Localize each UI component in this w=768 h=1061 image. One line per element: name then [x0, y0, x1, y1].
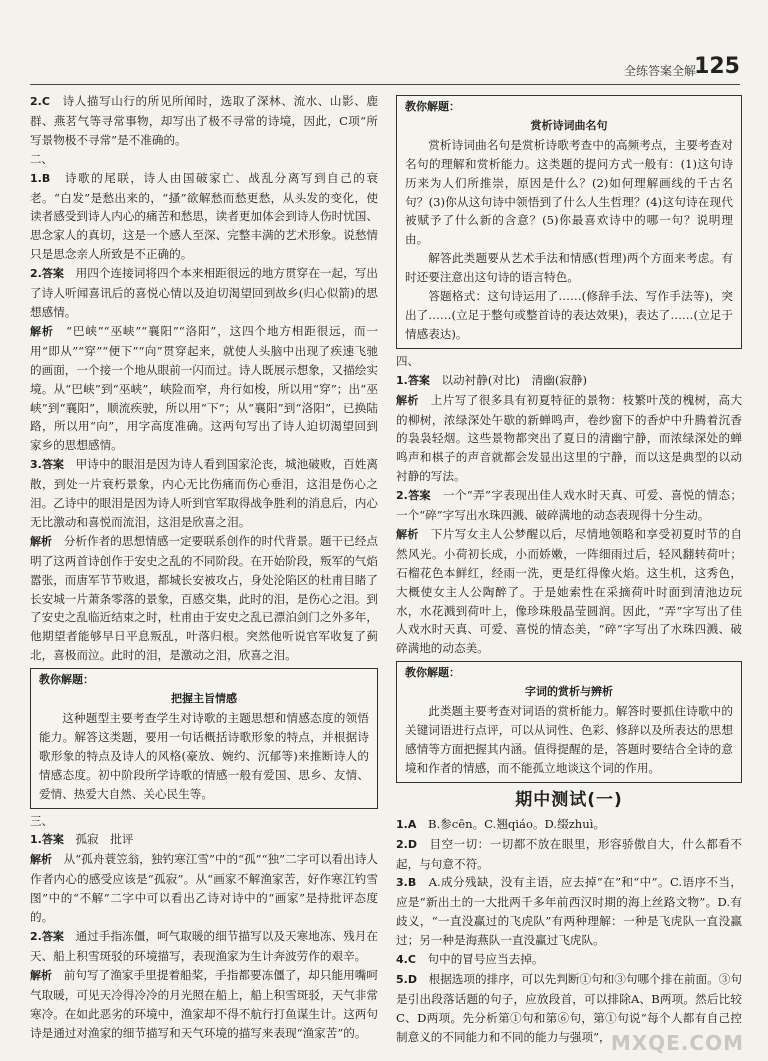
item-label: 解析 — [396, 527, 419, 541]
item-label: 5.D — [396, 972, 417, 986]
explanation-item — [30, 532, 378, 665]
item-label: 解析 — [396, 393, 419, 407]
item-label: 1.B — [30, 171, 51, 185]
item-label: 解析 — [30, 324, 54, 338]
item-label: 2.C — [30, 95, 50, 108]
item-text: “巴峡”“巫峡”“襄阳”“洛阳”，这四个地方相距很远，而一用“即从”“穿”“便下”“向”贯穿起来，就使人头脑中出现了疾速飞驰的画面，一个接一个地从眼前一闪而过。诗人既展示想象，又描绘实境。从“巴峡”到“巫峡”，峡险而窄，舟行如梭，所以用“穿”；出“巫峡”到“襄阳”，顺流疾驶，所以用“下”；从“襄阳”到“洛阳”，已换陆路，所以用“向”，用字高度准确。这两句写出了诗人迫切渴望回到家乡的思想感情。 — [30, 323, 378, 453]
tip-box-heading: 把握主旨情感 — [171, 692, 237, 706]
answer-item — [396, 950, 742, 970]
right-column — [396, 92, 742, 1047]
item-text: 下片写女主人公梦醒以后，尽情地领略和享受初夏时节的自然风光。小荷初长成，小而娇嫩，一阵细雨过后，轻风翻转荷叶；石榴花色本鲜红，经雨一洗，更是红得像火焰。这生机，这秀色，大概使女主人公陶醉了。于是她索性在采摘荷叶时面到清池边玩水，水花溅到荷叶上，像珍珠般晶莹圆润。因此，“弄”字写出了佳人戏水时天真、可爱、喜悦的情态美，“碎”字写出了水珠四溅、破碎满地的动态美。 — [396, 526, 742, 656]
item-label: 2.D — [396, 837, 417, 851]
item-label: 2.答案 — [396, 489, 431, 503]
exam-title: 期中测试(一) — [515, 789, 623, 810]
answer-item — [396, 835, 742, 874]
item-label: 3.B — [396, 876, 417, 890]
tip-box-text: 此类题主要考查对词语的赏析能力。解答时要抓住诗歌中的关键词语进行点评，可以从词性、色彩、修辞以及所表达的思想感情等方面把握其内涵。值得提醒的是，答题时要结合全诗的意境和作者的情感，而不能孤立地谈这个词的作用。 — [405, 704, 733, 775]
explanation-item — [30, 850, 378, 927]
answer-item — [30, 169, 378, 265]
tip-box-text: 赏析诗词曲名句是赏析诗歌考查中的高频考点，主要考查对名句的理解和赏析能力。这类题的提问方式一般有：(1)这句诗历来为人们所推崇，原因是什么？(2)如何理解画线的千古名句？(3)你从这句诗中领悟到了什么人生哲理？(4)这句诗在现代被赋予了什么新的含意？(5)你最喜欢诗中的哪一句？说明理由。 — [405, 137, 733, 247]
section-heading: 二、 — [30, 151, 53, 166]
tip-box-label: 教你解题： — [405, 666, 460, 680]
item-text: 根据选项的排序，可以先判断①句和③句哪个排在前面。③句是引出段落话题的句子，应放段首，可以排除A、B两项。然后比较C、D两项。先分析第①句和第⑥句，第①句说“每个人都有自己控制意义的不同能力和不同的能力与强项”， — [396, 971, 742, 1044]
item-text: 句中的冒号应当去掉。 — [427, 952, 544, 967]
item-label: 1.答案 — [30, 833, 64, 847]
tip-box — [30, 668, 378, 808]
page-number: 125 — [694, 54, 740, 79]
item-text: 以动衬静(对比) 清幽(寂静) — [441, 372, 588, 387]
item-text: 通过手指冻僵，呵气取暖的细节描写以及天寒地冻、残月在天、船上积雪斑驳的环境描写，表现渔家为生计奔波劳作的艰辛。 — [30, 928, 378, 963]
header-divider — [30, 84, 740, 85]
answer-item — [30, 830, 378, 850]
tip-box-heading: 字词的赏析与辨析 — [525, 685, 613, 699]
item-label: 2.答案 — [30, 267, 64, 281]
section-heading: 四、 — [396, 353, 419, 368]
item-text: A.成分残缺，没有主语，应去掉“在”和“中”。C.语序不当，应是“新出土的一大批两千多年前西汉时期的海上丝路文物”。D.有歧义，“一直没赢过的飞虎队”有两种理解：一种是飞虎队一直没赢过；另一种是海燕队一直没赢过飞虎队。 — [396, 875, 742, 948]
tip-box-text: 这种题型主要考查学生对诗歌的主题思想和情感态度的领悟能力。解答这类题，要用一句话概括诗歌形象的特点，并根据诗歌形象的特点及诗人的风格(豪放、婉约、沉郁等)来推断诗人的情感态度。初中阶段所学诗歌的情感一般有爱国、思乡、友情、爱情、热爱大自然、关心民生等。 — [39, 711, 369, 801]
item-text: B.参cēn。C.翘qiáo。D.缀zhuì。 — [427, 816, 606, 831]
explanation-item — [30, 966, 378, 1043]
watermark: MXQE.COM — [610, 1031, 744, 1055]
item-label: 1.A — [396, 817, 417, 831]
item-text: 前句写了渔家手里提着船桨，手指都要冻僵了，却只能用嘴呵气取暖，可见天冷得冷冷的月光照在船上，船上积雪斑驳，天气非常寒冷。在如此恶劣的环境中，渔家却不得不航行打鱼谋生计。这两句诗是通过对渔家的细节描写和天气环境的描写来表现“渔家苦”的。 — [30, 967, 378, 1040]
item-label: 1.答案 — [396, 373, 430, 387]
explanation-item — [396, 391, 742, 487]
answer-item — [30, 927, 378, 966]
explanation-item — [30, 322, 378, 455]
explanation-item — [396, 525, 742, 658]
section-heading: 三、 — [30, 813, 53, 828]
header-title: 全练答案全解 — [623, 64, 696, 78]
answer-item — [396, 873, 742, 950]
item-label: 4.C — [396, 953, 416, 967]
tip-box — [396, 95, 742, 349]
item-label: 2.答案 — [30, 929, 64, 943]
item-text: 分析作者的思想情感一定要联系创作的时代背景。题干已经点明了这两首诗创作于安史之乱的不同阶段。在开始阶段，叛军的气焰嚣张，而唐军节节败退，都城长安被攻占，身处沦陷区的杜甫目睹了长安城一片萧条零落的景象，百感交集，此时的泪，是伤心之泪。到了安史之乱临近结束之时，杜甫由于安史之乱已漂泊剑门之外多年，他期望者能够早日平息叛乱，叶落归根。突然他听说官军收复了蓟北，喜极而泣。此时的泪，是激动之泪，欣喜之泪。 — [30, 533, 378, 663]
answer-item — [396, 371, 742, 391]
item-text: 孤寂 批评 — [75, 832, 134, 847]
page-header — [0, 0, 768, 86]
tip-box-heading: 赏析诗词曲名句 — [530, 118, 608, 132]
answer-item — [30, 264, 378, 322]
item-text: 诗歌的尾联，诗人由国破家亡、战乱分离写到自己的衰老。“白发”是愁出来的，“搔”欲解愁而愁更愁，从头发的变化，使读者感受到诗人内心的痛苦和愁思，读者更加体会到诗人伤时忧国、思念家人的真切，这是一个感人至深、完整丰满的艺术形象。说愁情只是思念亲人所致是不正确的。 — [30, 170, 378, 262]
item-text: 诗人描写山行的所见所闻时，选取了深林、流水、山影、鹿群、燕茗气等寻常事物，却写出了极不寻常的诗境，因此，C项“所写景物极不寻常”是不准确的。 — [30, 94, 378, 147]
item-text: 甲诗中的眼泪是因为诗人看到国家沦丧，城池破败，百姓离散，到处一片衰朽景象，内心无比伤痛而伤心垂泪，这泪是伤心之泪。乙诗中的眼泪是因为诗人听到官军取得战争胜利的消息后，内心无比激动和喜悦而流泪，这泪是欣喜之泪。 — [30, 457, 378, 529]
item-text: 目空一切：一切都不放在眼里，形容骄傲自大，什么都看不起，与句意不符。 — [396, 836, 742, 871]
answer-item — [396, 815, 742, 835]
item-label: 3.答案 — [30, 458, 64, 472]
item-text: 一个“弄”字表现出佳人戏水时天真、可爱、喜悦的情态；一个“碎”字写出水珠四溅、破碎满地的动态表现得十分生动。 — [396, 488, 742, 523]
answer-item — [30, 92, 378, 150]
tip-box-text: 解答此类题要从艺术手法和情感(哲理)两个方面来考虑。有时还要注意出这句诗的语言特色。 — [405, 251, 733, 285]
item-label: 解析 — [30, 534, 53, 548]
item-label: 解析 — [30, 968, 53, 982]
tip-box — [396, 661, 742, 782]
item-text: 从“孤舟蓑笠翁，独钓寒江雪”中的“孤”“独”二字可以看出诗人作者内心的感受应该是“孤寂”。从“画家不解渔家苦，好作寒江钓雪图”中的“不解”二字中可以看出乙诗对诗中的“画家”是持批评态度的。 — [30, 852, 378, 925]
item-label: 解析 — [30, 853, 53, 867]
answer-item — [396, 486, 742, 525]
tip-box-label: 教你解题： — [405, 100, 460, 113]
item-text: 用四个连接词将四个本来相距很远的地方贯穿在一起，写出了诗人听闻喜讯后的喜悦心情以及迫切渴望回到故乡(归心似箭)的思想感情。 — [30, 266, 378, 319]
answer-item — [30, 455, 378, 532]
item-text: 上片写了很多具有初夏特征的景物：枝繁叶茂的槐树，高大的柳树，浓绿深处午歇的新蝉鸣声，卷纱窗下的香炉中升腾着沉香的袅袅轻烟。这些景物都突出了夏日的清幽宁静，而浓绿深处的蝉鸣声和棋子的声音就都会发显出这里的宁静，而以这是典型的以动衬静的写法。 — [396, 392, 742, 484]
tip-box-text: 答题格式：这句诗运用了……(修辞手法、写作手法等)，突出了……(立足于整句或整首诗的表达效果)，表达了……(立足于情感表达)。 — [405, 289, 733, 341]
left-column — [30, 92, 378, 1042]
tip-box-label: 教你解题： — [39, 673, 94, 687]
